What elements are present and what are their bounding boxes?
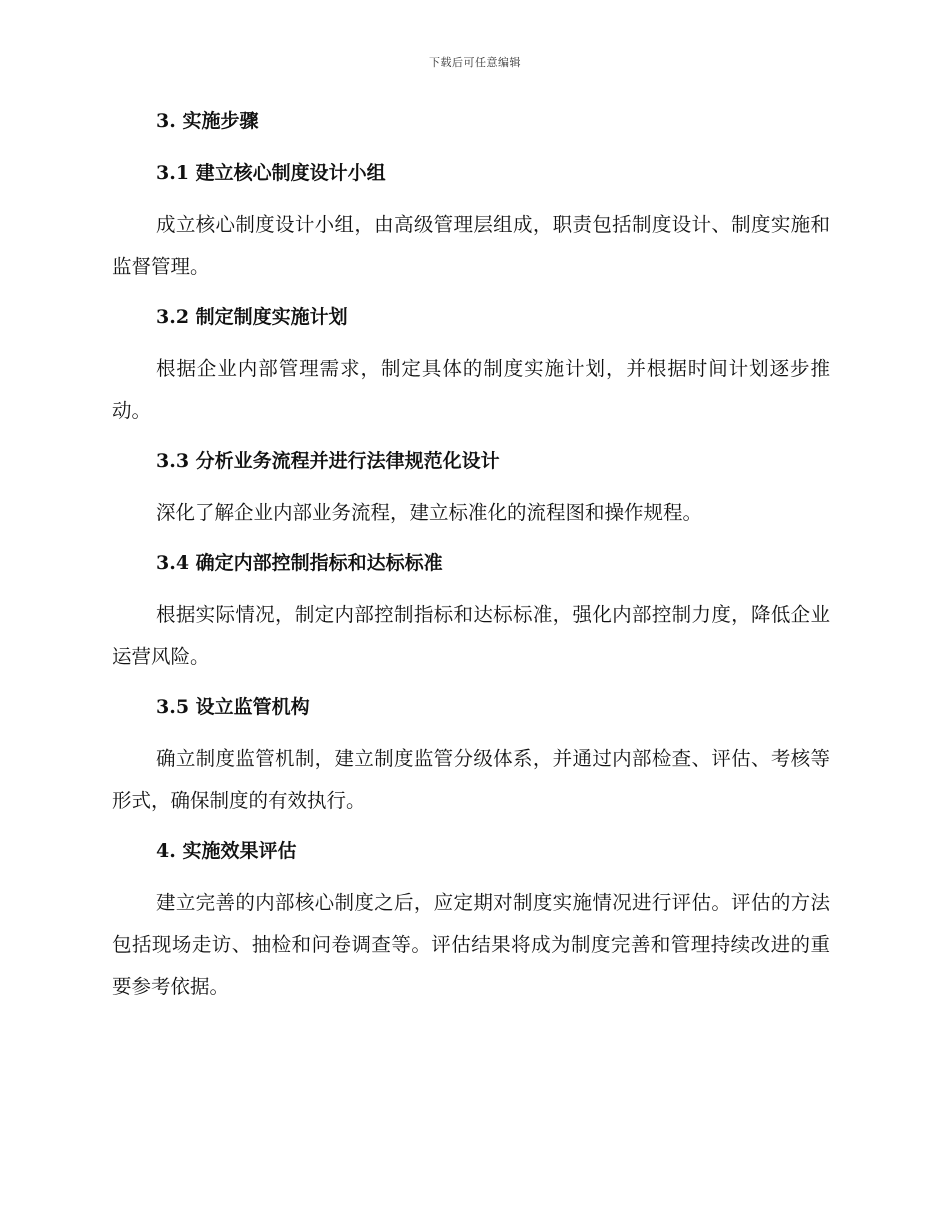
- paragraph-4: 建立完善的内部核心制度之后，应定期对制度实施情况进行评估。评估的方法包括现场走访、抽检和问卷调查等。评估结果将成为制度完善和管理持续改进的重要参考依据。: [112, 891, 830, 998]
- section-heading-3-5: 3.5 设立监管机构: [156, 696, 310, 718]
- paragraph-3-1: 成立核心制度设计小组，由高级管理层组成，职责包括制度设计、制度实施和监督管理。: [112, 213, 830, 278]
- section-heading-3-4: 3.4 确定内部控制指标和达标标准: [156, 552, 443, 574]
- paragraph-3-5: 确立制度监管机制，建立制度监管分级体系，并通过内部检查、评估、考核等形式，确保制度的有效执行。: [112, 747, 830, 812]
- header-note: 下载后可任意编辑: [429, 56, 521, 69]
- section-heading-3-3: 3.3 分析业务流程并进行法律规范化设计: [156, 450, 500, 472]
- paragraph-3-4: 根据实际情况，制定内部控制指标和达标标准，强化内部控制力度，降低企业运营风险。: [112, 603, 830, 668]
- section-heading-3-1: 3.1 建立核心制度设计小组: [156, 162, 386, 184]
- section-heading-3: 3. 实施步骤: [156, 110, 259, 132]
- document-body: [112, 106, 830, 1022]
- paragraph-3-3: 深化了解企业内部业务流程，建立标准化的流程图和操作规程。: [156, 501, 703, 524]
- section-heading-3-2: 3.2 制定制度实施计划: [156, 306, 348, 328]
- paragraph-3-2: 根据企业内部管理需求，制定具体的制度实施计划，并根据时间计划逐步推动。: [112, 357, 830, 422]
- section-heading-4: 4. 实施效果评估: [156, 840, 297, 862]
